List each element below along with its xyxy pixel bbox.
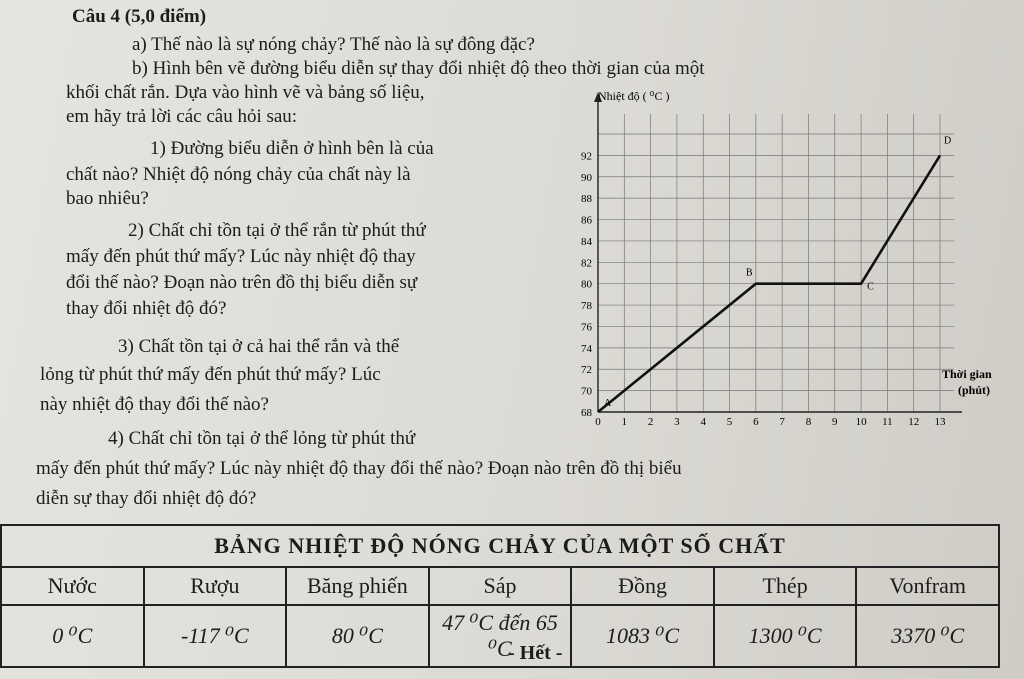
table-value-cell: -117 ⁰C <box>144 605 287 667</box>
y-tick-label: 68 <box>581 407 592 419</box>
q1-line3: bao nhiêu? <box>66 188 149 209</box>
table-value-cell: 80 ⁰C <box>286 605 429 667</box>
x-tick-label: 1 <box>621 416 628 428</box>
chart-ticks <box>581 150 946 428</box>
table-value-cell: 0 ⁰C <box>1 605 144 667</box>
q1-line1: 1) Đường biểu diễn ở hình bên là của <box>150 138 434 159</box>
table-value-cell: 47 ⁰C đến 65 ⁰C <box>429 605 572 667</box>
table-header-cell: Rượu <box>144 567 287 605</box>
q3-line1: 3) Chất tồn tại ở cả hai thể rắn và thể <box>118 336 400 357</box>
q2-line4: thay đổi nhiệt độ đó? <box>66 298 227 319</box>
x-tick-label: 13 <box>934 416 946 428</box>
y-axis-label: Nhiệt độ ( ⁰C ) <box>598 89 670 103</box>
x-tick-label: 2 <box>647 416 654 428</box>
part-b-line3: em hãy trả lời các câu hỏi sau: <box>66 106 298 127</box>
table-header-cell: Thép <box>714 567 857 605</box>
part-b-line1: b) Hình bên vẽ đường biểu diễn sự thay đổi nhiệt độ theo thời gian của một <box>132 58 705 79</box>
x-tick-label: 4 <box>700 416 706 428</box>
q2-line1: 2) Chất chỉ tồn tại ở thể rắn từ phút thứ <box>128 220 426 241</box>
temperature-time-chart <box>560 82 1024 432</box>
q4-line3: diễn sự thay đổi nhiệt độ đó? <box>36 488 257 509</box>
table-title: BẢNG NHIỆT ĐỘ NÓNG CHẢY CỦA MỘT SỐ CHẤT <box>1 525 999 567</box>
q3-line2: lỏng từ phút thứ mấy đến phút thứ mấy? Lúc <box>40 364 381 385</box>
x-tick-label: 9 <box>832 416 838 428</box>
point-label: A <box>604 398 612 409</box>
y-tick-label: 84 <box>581 235 592 248</box>
chart-axes <box>594 92 962 412</box>
x-axis-label-line1: Thời gian <box>942 367 992 381</box>
table-value-cell: 1300 ⁰C <box>714 605 857 667</box>
x-tick-label: 12 <box>908 416 920 428</box>
x-tick-label: 8 <box>805 416 812 428</box>
table-header-row <box>1 567 999 605</box>
melting-point-table <box>0 524 1000 668</box>
x-tick-label: 0 <box>595 416 601 428</box>
point-label: C <box>867 281 874 293</box>
y-tick-label: 78 <box>581 300 592 313</box>
y-tick-label: 72 <box>581 364 592 377</box>
y-tick-label: 74 <box>581 342 592 355</box>
part-a-text: a) Thế nào là sự nóng chảy? Thế nào là sự đông đặc? <box>132 34 535 55</box>
y-tick-label: 90 <box>581 171 592 184</box>
y-tick-label: 82 <box>581 257 592 270</box>
table-header-cell: Đồng <box>571 567 714 605</box>
y-tick-label: 92 <box>581 150 592 163</box>
q2-line2: mấy đến phút thứ mấy? Lúc này nhiệt độ thay <box>66 246 416 267</box>
table-value-cell: 3370 ⁰C <box>856 605 999 667</box>
table-header-cell: Sáp <box>429 567 572 605</box>
y-tick-label: 70 <box>581 385 592 398</box>
y-tick-label: 88 <box>581 193 592 206</box>
table-header-cell: Nước <box>1 567 144 605</box>
table-header-cell: Băng phiến <box>286 567 429 605</box>
x-axis-label-line2: (phút) <box>958 383 991 397</box>
q4-line1: 4) Chất chỉ tồn tại ở thể lỏng từ phút thứ <box>108 428 416 449</box>
table-value-row <box>1 605 999 667</box>
part-b-line2: khối chất rắn. Dựa vào hình vẽ và bảng số liệu, <box>66 82 425 103</box>
y-tick-label: 76 <box>581 321 592 334</box>
y-tick-label: 80 <box>581 278 592 291</box>
q4-line2: mấy đến phút thứ mấy? Lúc này nhiệt độ thay đổi thế nào? Đoạn nào trên đồ thị biểu <box>36 458 682 479</box>
x-tick-label: 3 <box>674 416 680 428</box>
point-label: D <box>944 135 952 147</box>
x-tick-label: 6 <box>753 416 759 428</box>
y-tick-label: 86 <box>581 214 592 227</box>
q1-line2: chất nào? Nhiệt độ nóng chảy của chất này là <box>66 164 411 185</box>
x-tick-label: 7 <box>779 416 785 428</box>
end-marker: - Hết - <box>508 642 563 664</box>
x-tick-label: 11 <box>882 416 893 428</box>
q3-line3: này nhiệt độ thay đổi thế nào? <box>40 394 269 415</box>
question-heading: Câu 4 (5,0 điểm) <box>72 6 207 27</box>
table-value-cell: 1083 ⁰C <box>571 605 714 667</box>
x-tick-label: 5 <box>726 416 733 428</box>
point-label: B <box>745 267 753 279</box>
q2-line3: đổi thế nào? Đoạn nào trên đồ thị biểu diễn sự <box>66 272 418 293</box>
x-tick-label: 10 <box>855 416 867 428</box>
table-header-cell: Vonfram <box>856 567 999 605</box>
